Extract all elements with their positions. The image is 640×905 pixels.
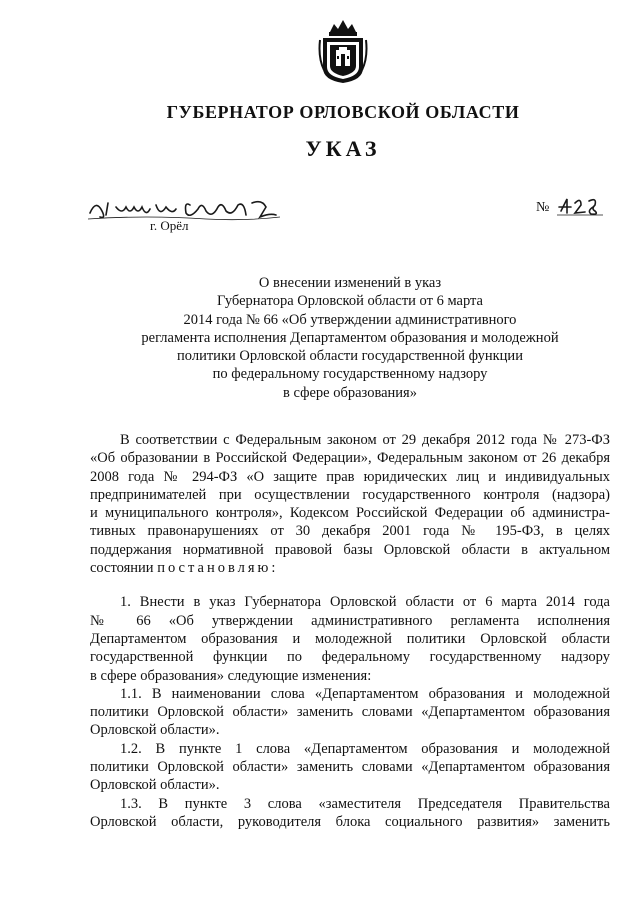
body-line: 1.2. В пункте 1 слова «Департаментом образования и молодежной bbox=[120, 740, 610, 757]
preamble-last-text: состоянии bbox=[90, 560, 158, 577]
number-sign: № bbox=[536, 200, 550, 215]
subject-line: О внесении изменений в указ bbox=[258, 275, 442, 291]
body-line: Орловской области». bbox=[90, 777, 220, 794]
body-line: Орловской области, руководителя блока социального развития» заменить bbox=[90, 813, 610, 830]
subject-line: по федеральному государственному надзору bbox=[212, 366, 488, 383]
subject-line: политики Орловской области государственной функции bbox=[177, 348, 523, 365]
body-line bbox=[90, 559, 610, 577]
subject-line: Губернатора Орловской области от 6 марта bbox=[217, 293, 483, 310]
document-type: УКАЗ bbox=[305, 136, 381, 161]
issuer-title: ГУБЕРНАТОР ОРЛОВСКОЙ ОБЛАСТИ bbox=[166, 102, 520, 122]
preamble-paragraph bbox=[90, 431, 610, 577]
handwritten-number bbox=[557, 195, 603, 217]
subject-line: регламента исполнения Департаментом образования и молодежной bbox=[141, 329, 559, 346]
body-line: поддержания нормативной правовой базы Орловской области в актуальном bbox=[90, 541, 610, 558]
item-1-2 bbox=[90, 740, 610, 795]
subject-line: в сфере образования» bbox=[283, 384, 417, 401]
subject-line: 2014 года № 66 «Об утверждении административного bbox=[183, 311, 517, 328]
body-line: и муниципального контроля», Кодексом Российской Федерации об администра- bbox=[90, 505, 610, 522]
body-line: В соответствии с Федеральным законом от 29 декабря 2012 года № 273-ФЗ bbox=[120, 432, 610, 448]
coat-of-arms-emblem bbox=[318, 18, 368, 84]
body-line: политики Орловской области» заменить словами «Департаментом образования bbox=[90, 704, 610, 721]
city-label: г. Орёл bbox=[150, 218, 189, 233]
item-1-1 bbox=[90, 685, 610, 740]
body-line: 1.3. В пункте 3 слова «заместителя Председателя Правительства bbox=[120, 795, 610, 812]
body-line: 1.1. В наименовании слова «Департаментом образования и молодежной bbox=[120, 685, 610, 702]
body-line: № 66 «Об утверждении административного регламента исполнения bbox=[90, 612, 610, 629]
body-line: тивных правонарушениях от 30 декабря 2001 года № 195-ФЗ, в целях bbox=[90, 523, 610, 540]
body-line: «Об образовании в Российской Федерации», Федеральным законом от 26 декабря bbox=[90, 450, 610, 467]
body-line: Департаментом образования и молодежной политики Орловской области bbox=[90, 630, 610, 647]
body-line: политики Орловской области» заменить словами «Департаментом образования bbox=[90, 759, 610, 776]
body-line: Орловской области». bbox=[90, 722, 220, 739]
body-line: 1. Внести в указ Губернатора Орловской области от 6 марта 2014 года bbox=[120, 594, 610, 611]
body-line: государственной функции по федеральному государственному надзору bbox=[90, 649, 610, 666]
decree-subject bbox=[90, 274, 610, 402]
body-line: 2008 года № 294-ФЗ «О защите прав юридических лиц и индивидуальных bbox=[90, 468, 610, 485]
decree-keyword: постановляю: bbox=[157, 560, 279, 577]
body-line: в сфере образования» следующие изменения: bbox=[90, 667, 372, 684]
decree-body bbox=[90, 431, 610, 831]
item-1 bbox=[90, 593, 610, 684]
item-1-3 bbox=[90, 795, 610, 832]
body-line: предпринимателей при осуществлении государственного контроля (надзора) bbox=[90, 486, 610, 503]
